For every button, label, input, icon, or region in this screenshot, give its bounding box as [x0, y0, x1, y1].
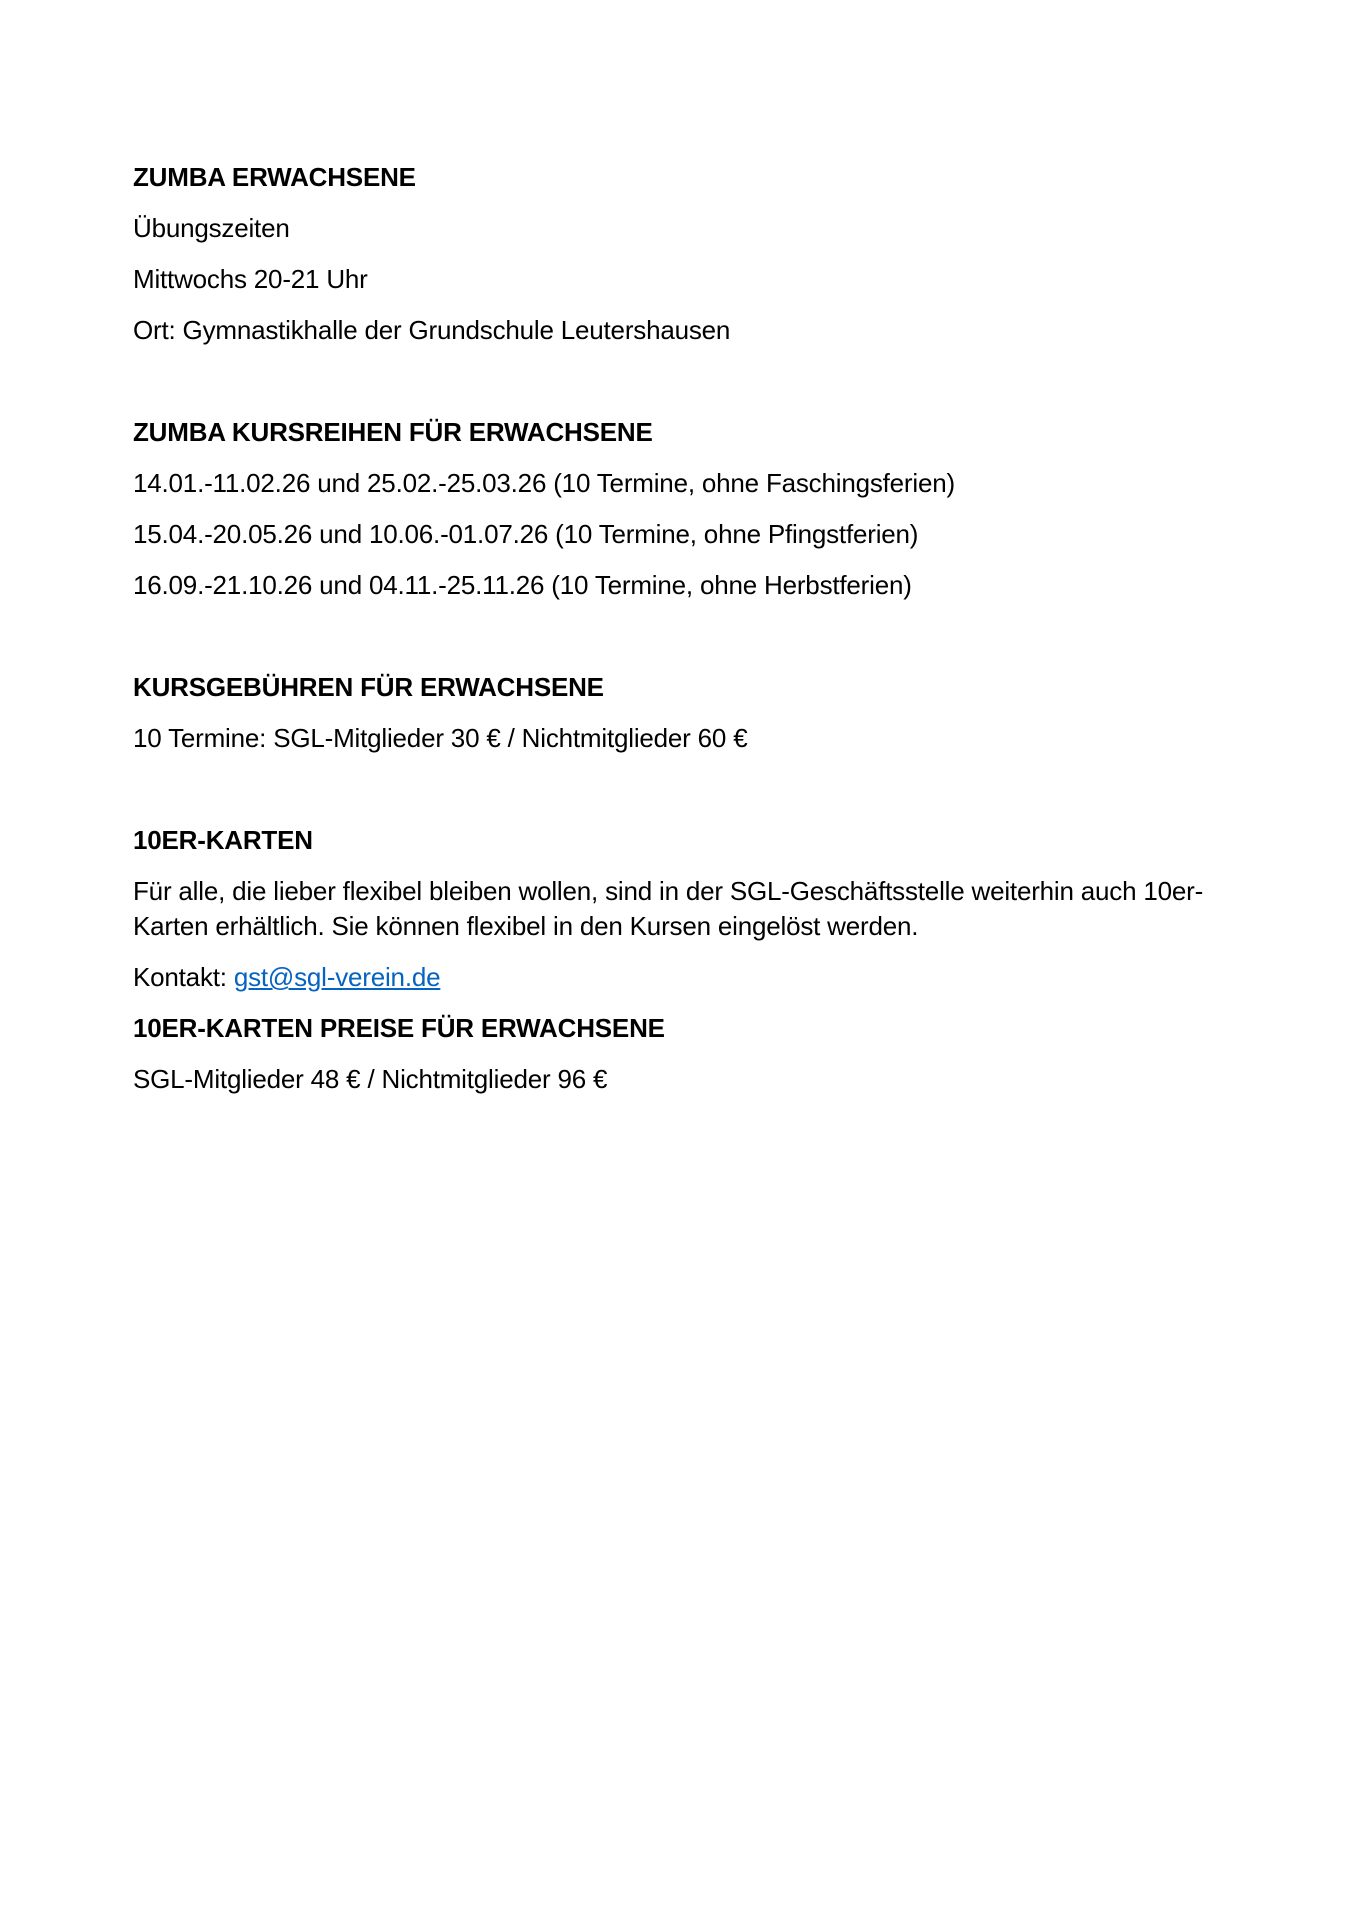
uebungszeiten-label: Übungszeiten — [133, 213, 290, 243]
kursreihen-row-2: 15.04.-20.05.26 und 10.06.-01.07.26 (10 Termine, ohne Pfingstferien) — [133, 519, 919, 549]
zehner-karten-heading: 10ER-KARTEN — [133, 825, 313, 855]
schedule-line: Mittwochs 20-21 Uhr — [133, 264, 368, 294]
document-title: ZUMBA ERWACHSENE — [133, 162, 416, 192]
contact-email-link[interactable]: gst@sgl-verein.de — [233, 962, 441, 992]
location-line: Ort: Gymnastikhalle der Grundschule Leutershausen — [133, 315, 731, 345]
blank-paragraph — [133, 619, 1257, 670]
kursreihen-row-1: 14.01.-11.02.26 und 25.02.-25.03.26 (10 Termine, ohne Faschingsferien) — [133, 468, 955, 498]
contact-label: Kontakt: — [133, 962, 234, 992]
contact-line — [133, 960, 1255, 995]
blank-paragraph — [133, 364, 1257, 415]
zehner-karten-description: Für alle, die lieber flexibel bleiben wollen, sind in der SGL-Geschäftsstelle weiterhin auch 10er-Karten erhältlich. Sie können flexibel in den Kursen eingelöst werden. — [133, 876, 1204, 941]
kursgebuehren-heading: KURSGEBÜHREN FÜR ERWACHSENE — [133, 672, 604, 702]
kursreihen-row-3: 16.09.-21.10.26 und 04.11.-25.11.26 (10 Termine, ohne Herbstferien) — [133, 570, 912, 600]
kursgebuehren-price-line: 10 Termine: SGL-Mitglieder 30 € / Nichtmitglieder 60 € — [133, 723, 748, 753]
blank-paragraph — [133, 772, 1257, 823]
zehner-karten-preise-heading: 10ER-KARTEN PREISE FÜR ERWACHSENE — [133, 1013, 665, 1043]
kursreihen-heading: ZUMBA KURSREIHEN FÜR ERWACHSENE — [133, 417, 653, 447]
zehner-karten-preise-price-line: SGL-Mitglieder 48 € / Nichtmitglieder 96 € — [133, 1064, 608, 1094]
